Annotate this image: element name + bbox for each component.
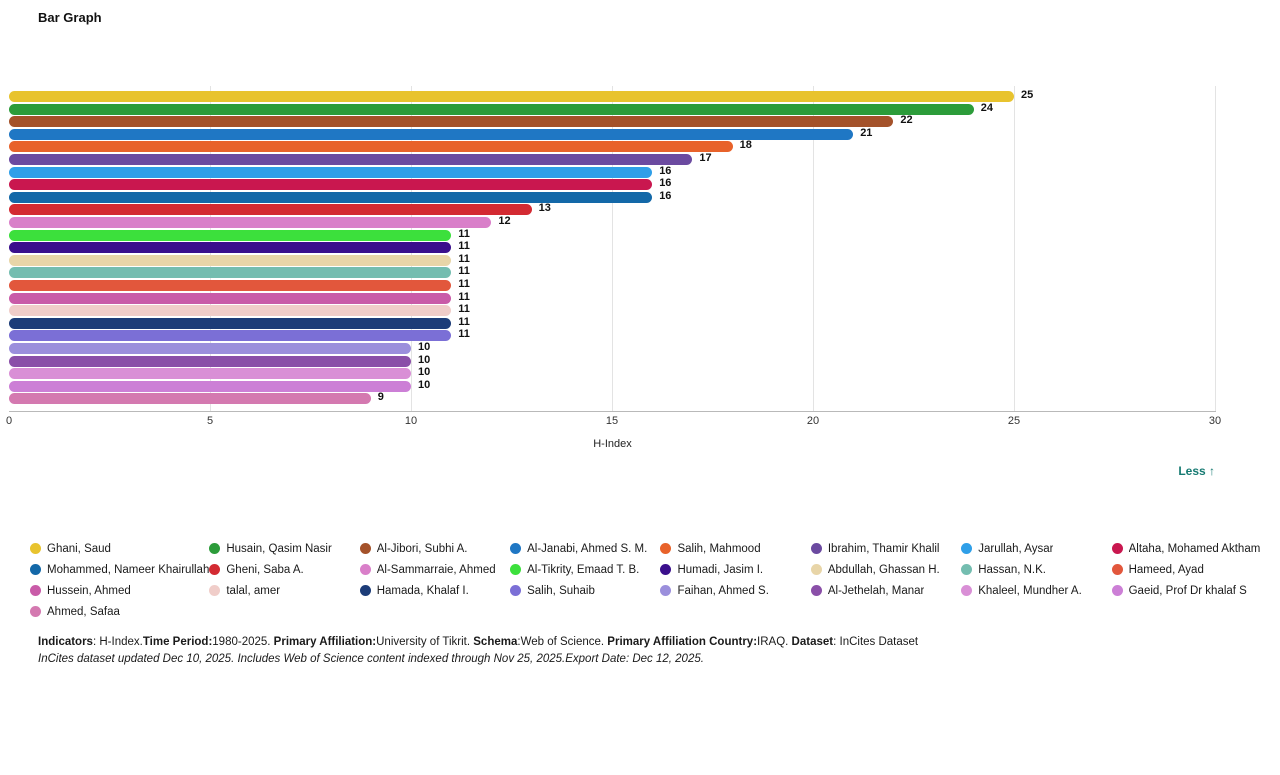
legend-item[interactable] xyxy=(209,559,359,580)
bar-row[interactable] xyxy=(9,378,1215,392)
bar-chart xyxy=(0,86,1280,476)
x-tick-label: 25 xyxy=(1007,415,1021,427)
bar[interactable] xyxy=(9,192,652,203)
bar[interactable] xyxy=(9,381,411,392)
bar-row[interactable] xyxy=(9,353,1215,367)
legend-item[interactable] xyxy=(660,559,810,580)
bar[interactable] xyxy=(9,255,451,266)
legend-item[interactable] xyxy=(510,580,660,601)
bar-row[interactable] xyxy=(9,305,1215,316)
bar-value-label: 11 xyxy=(458,290,470,303)
bar-row[interactable] xyxy=(9,343,1215,354)
bar-value-label: 18 xyxy=(739,139,752,152)
legend-item-label: Hassan, N.K. xyxy=(978,563,1046,576)
legend-item-label: Al-Sammarraie, Ahmed xyxy=(376,563,496,576)
bar[interactable] xyxy=(9,167,652,178)
footnote-segment: 1980-2025. xyxy=(212,636,274,648)
x-tick-label: 30 xyxy=(1208,415,1222,427)
bar[interactable] xyxy=(9,204,532,215)
bar-value-label: 17 xyxy=(699,152,712,164)
bar-value-label: 21 xyxy=(860,126,873,139)
legend-item[interactable] xyxy=(209,580,359,601)
bar-row[interactable] xyxy=(9,290,1215,304)
footnote-segment: : H-Index. xyxy=(92,636,143,648)
legend-item-label: Hameed, Ayad xyxy=(1128,563,1204,576)
bar[interactable] xyxy=(9,356,411,367)
bar[interactable] xyxy=(9,141,733,152)
footnote-segment: Time Period: xyxy=(142,636,213,648)
legend-item-label: Ibrahim, Thamir Khalil xyxy=(827,542,940,555)
bar-row[interactable] xyxy=(9,330,1215,341)
bar[interactable] xyxy=(9,318,451,329)
bar-value-label: 25 xyxy=(1021,89,1034,101)
legend-item[interactable] xyxy=(660,538,810,559)
bar-value-label: 12 xyxy=(498,215,511,227)
legend-item[interactable] xyxy=(209,538,359,559)
bar-value-label: 11 xyxy=(458,252,470,265)
bar-value-label: 11 xyxy=(458,328,470,341)
legend-color-swatch xyxy=(1112,564,1123,575)
bar[interactable] xyxy=(9,267,451,278)
bar[interactable] xyxy=(9,242,451,253)
bar-value-label: 11 xyxy=(458,265,470,278)
bar-row[interactable] xyxy=(9,126,1215,140)
bar-value-label: 11 xyxy=(458,227,470,240)
legend-color-swatch xyxy=(360,543,371,554)
legend-color-swatch xyxy=(811,585,822,596)
bar-value-label: 16 xyxy=(659,177,672,190)
legend-color-swatch xyxy=(30,606,41,617)
legend-color-swatch xyxy=(660,543,671,554)
bar-value-label: 10 xyxy=(418,378,431,391)
x-axis-title: H-Index xyxy=(593,438,632,450)
footnote-segment: Indicators xyxy=(38,636,93,648)
legend-item-label: Salih, Suhaib xyxy=(527,584,595,597)
legend-item-label: Abdullah, Ghassan H. xyxy=(827,563,940,576)
bar-value-label: 16 xyxy=(659,164,672,177)
footnote-segment: IRAQ. xyxy=(757,636,792,648)
bar-row[interactable] xyxy=(9,217,1215,228)
legend-item-label: Hamada, Khalaf I. xyxy=(376,584,469,597)
legend-item[interactable] xyxy=(30,559,209,580)
gridline xyxy=(1215,86,1216,411)
bar-value-label: 11 xyxy=(458,303,470,316)
legend-item[interactable] xyxy=(961,538,1111,559)
bar-row[interactable] xyxy=(9,227,1215,241)
bar-row[interactable] xyxy=(9,154,1215,165)
legend-color-swatch xyxy=(209,585,220,596)
legend-item-label: Humadi, Jasim I. xyxy=(677,563,764,576)
legend-item[interactable] xyxy=(811,538,961,559)
footnotes xyxy=(38,634,1138,667)
bar[interactable] xyxy=(9,230,451,241)
legend-item-label: Ahmed, Safaa xyxy=(47,605,120,618)
legend-item-label: Ghani, Saud xyxy=(47,542,111,555)
legend-item[interactable] xyxy=(1112,559,1262,580)
legend-item-label: Al-Tikrity, Emaad T. B. xyxy=(527,563,640,576)
legend-color-swatch xyxy=(961,564,972,575)
legend-item[interactable] xyxy=(30,601,209,622)
bar-row[interactable] xyxy=(9,91,1215,102)
bar-row[interactable] xyxy=(9,141,1215,152)
bar-row[interactable] xyxy=(9,315,1215,329)
legend-color-swatch xyxy=(660,564,671,575)
legend-item-label: talal, amer xyxy=(226,584,281,597)
x-tick-label: 5 xyxy=(206,415,214,427)
legend-color-swatch xyxy=(811,543,822,554)
bar-value-label: 9 xyxy=(377,391,384,404)
bar-row[interactable] xyxy=(9,252,1215,266)
legend-color-swatch xyxy=(510,564,521,575)
legend-color-swatch xyxy=(30,585,41,596)
bar[interactable] xyxy=(9,305,451,316)
legend-item-label: Jarullah, Aysar xyxy=(978,542,1054,555)
bar[interactable] xyxy=(9,129,853,140)
bar-value-label: 11 xyxy=(458,278,470,290)
legend-color-swatch xyxy=(360,585,371,596)
bar[interactable] xyxy=(9,368,411,379)
less-toggle-link[interactable]: Less ↑ xyxy=(1178,464,1215,478)
footnote-segment: Primary Affiliation Country: xyxy=(607,636,758,648)
bar-row[interactable] xyxy=(9,101,1215,115)
legend-color-swatch xyxy=(209,543,220,554)
legend-item-label: Husain, Qasim Nasir xyxy=(226,542,332,555)
x-axis-line xyxy=(9,411,1216,412)
footnote-segment: Schema xyxy=(473,636,518,648)
legend-item[interactable] xyxy=(360,538,510,559)
legend-item[interactable] xyxy=(811,580,961,601)
bar[interactable] xyxy=(9,280,451,291)
legend-color-swatch xyxy=(660,585,671,596)
legend-color-swatch xyxy=(360,564,371,575)
bar[interactable] xyxy=(9,393,371,404)
bar-value-label: 11 xyxy=(458,240,470,253)
bar-row[interactable] xyxy=(9,368,1215,379)
x-tick-label: 10 xyxy=(404,415,418,427)
footnote-segment: University of Tikrit. xyxy=(376,636,474,648)
footnote-indicators xyxy=(38,634,1138,651)
bar-value-label: 10 xyxy=(418,353,431,366)
bar-value-label: 11 xyxy=(458,315,470,328)
footnote-dataset-date: InCites dataset updated Dec 10, 2025. Includes Web of Science content indexed through Nov 25, 2025.Export Date: Dec 12, 2025. xyxy=(38,652,704,665)
bar-value-label: 10 xyxy=(418,366,431,379)
legend-item[interactable] xyxy=(510,559,660,580)
legend-item[interactable] xyxy=(510,538,660,559)
legend-item[interactable] xyxy=(660,580,810,601)
bar-value-label: 10 xyxy=(418,341,431,353)
bar[interactable] xyxy=(9,330,451,341)
legend-item[interactable] xyxy=(961,580,1111,601)
legend-item-label: Gaeid, Prof Dr khalaf S xyxy=(1128,584,1247,597)
legend-item-label: Al-Jibori, Subhi A. xyxy=(376,542,468,555)
legend-color-swatch xyxy=(961,543,972,554)
legend-item-label: Salih, Mahmood xyxy=(677,542,761,555)
bar-row[interactable] xyxy=(9,189,1215,203)
legend-color-swatch xyxy=(510,543,521,554)
legend-item[interactable] xyxy=(30,580,209,601)
legend-color-swatch xyxy=(209,564,220,575)
bar-row[interactable] xyxy=(9,393,1215,404)
x-tick-label: 15 xyxy=(605,415,619,427)
bar-row[interactable] xyxy=(9,179,1215,190)
legend-color-swatch xyxy=(1112,543,1123,554)
bar[interactable] xyxy=(9,104,974,115)
bar[interactable] xyxy=(9,343,411,354)
legend-color-swatch xyxy=(30,564,41,575)
bar-row[interactable] xyxy=(9,164,1215,178)
bar[interactable] xyxy=(9,217,491,228)
legend-color-swatch xyxy=(510,585,521,596)
legend-item-label: Faihan, Ahmed S. xyxy=(677,584,769,597)
bar[interactable] xyxy=(9,116,893,127)
chart-legend xyxy=(30,538,1262,622)
legend-item-label: Al-Janabi, Ahmed S. M. xyxy=(527,542,648,555)
legend-item-label: Al-Jethelah, Manar xyxy=(827,584,925,597)
legend-color-swatch xyxy=(1112,585,1123,596)
legend-item-label: Altaha, Mohamed Aktham xyxy=(1128,542,1261,555)
footnote-segment: Primary Affiliation: xyxy=(273,636,377,648)
bar-row[interactable] xyxy=(9,116,1215,127)
legend-item[interactable] xyxy=(811,559,961,580)
legend-item[interactable] xyxy=(30,538,209,559)
footnote-segment: : InCites Dataset xyxy=(833,636,919,648)
bar-row[interactable] xyxy=(9,204,1215,215)
legend-item[interactable] xyxy=(360,559,510,580)
bar-row[interactable] xyxy=(9,267,1215,278)
page-title: Bar Graph xyxy=(38,10,102,25)
legend-item-label: Mohammed, Nameer Khairullah xyxy=(47,563,210,576)
bar[interactable] xyxy=(9,91,1014,102)
bar-row[interactable] xyxy=(9,280,1215,291)
legend-color-swatch xyxy=(961,585,972,596)
legend-item[interactable] xyxy=(360,580,510,601)
bar[interactable] xyxy=(9,293,451,304)
legend-item-label: Hussein, Ahmed xyxy=(47,584,131,597)
bar-value-label: 16 xyxy=(659,189,672,202)
bar[interactable] xyxy=(9,179,652,190)
bar-row[interactable] xyxy=(9,242,1215,253)
legend-item[interactable] xyxy=(1112,580,1262,601)
legend-color-swatch xyxy=(30,543,41,554)
legend-color-swatch xyxy=(811,564,822,575)
bar[interactable] xyxy=(9,154,692,165)
footnote-segment: Dataset xyxy=(791,636,834,648)
legend-item[interactable] xyxy=(961,559,1111,580)
bar-value-label: 24 xyxy=(980,101,994,114)
legend-item-label: Gheni, Saba A. xyxy=(226,563,304,576)
legend-item[interactable] xyxy=(1112,538,1262,559)
legend-item-label: Khaleel, Mundher A. xyxy=(978,584,1082,597)
bar-value-label: 22 xyxy=(900,114,913,127)
chart-plot-area xyxy=(9,86,1215,411)
x-tick-label: 0 xyxy=(5,415,13,427)
x-tick-label: 20 xyxy=(806,415,820,427)
footnote-segment: :Web of Science. xyxy=(517,636,608,648)
bar-value-label: 13 xyxy=(538,202,551,215)
